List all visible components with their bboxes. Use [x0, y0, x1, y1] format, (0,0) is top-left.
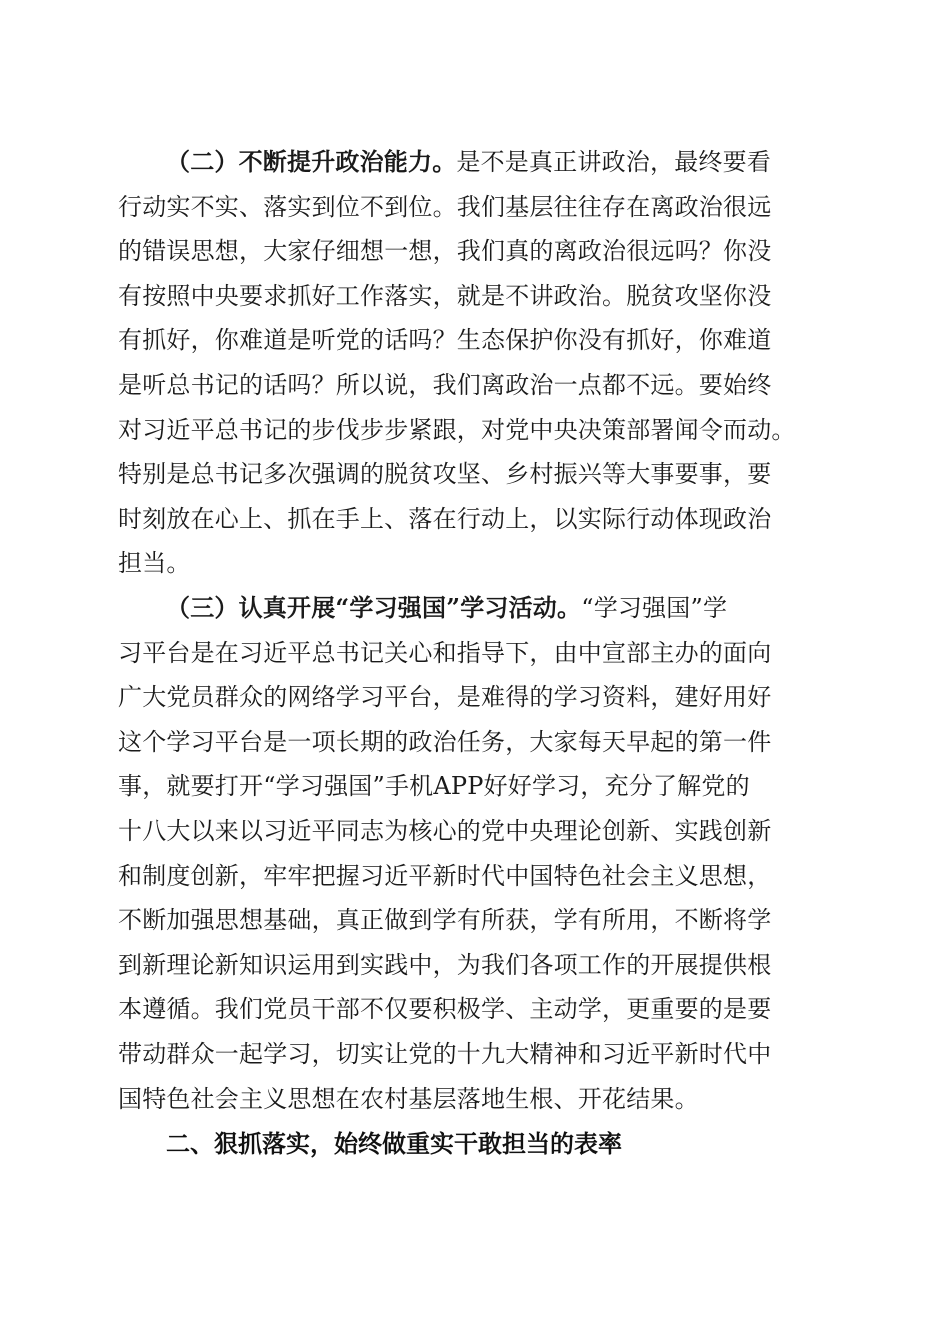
paragraph-text: 是不是真正讲政治，最终要看: [456, 148, 772, 176]
paragraph-line: 到新理论新知识运用到实践中，为我们各项工作的开展提供根: [118, 950, 772, 979]
paragraph-line: 有按照中央要求抓好工作落实，就是不讲政治。脱贫攻坚你没: [118, 281, 772, 310]
paragraph-line: 特别是总书记多次强调的脱贫攻坚、乡村振兴等大事要事，要: [118, 460, 772, 489]
paragraph-line: 带动群众一起学习，切实让党的十九大精神和习近平新时代中: [118, 1039, 772, 1068]
paragraph-line: 的错误思想，大家仔细想一想，我们真的离政治很远吗？你没: [118, 237, 772, 266]
section-three-heading: （三）认真开展“学习强国”学习活动。: [166, 593, 582, 622]
paragraph-line: 对习近平总书记的步伐步步紧跟，对党中央决策部署闻令而动。: [118, 415, 796, 444]
paragraph-line: 国特色社会主义思想在农村基层落地生根、开花结果。: [118, 1084, 699, 1113]
paragraph-text: “学习强国”学: [581, 594, 728, 622]
section-two-heading: （二）不断提升政治能力。: [166, 147, 457, 176]
paragraph-line: 十八大以来以习近平同志为核心的党中央理论创新、实践创新: [118, 816, 772, 845]
paragraph-line: 习平台是在习近平总书记关心和指导下，由中宣部主办的面向: [118, 638, 772, 667]
paragraph-line: 是听总书记的话吗？所以说，我们离政治一点都不远。要始终: [118, 370, 772, 399]
section-three-paragraph: [118, 586, 830, 1121]
paragraph-line: 和制度创新，牢牢把握习近平新时代中国特色社会主义思想，: [118, 861, 772, 890]
paragraph-line: 担当。: [118, 549, 191, 578]
part-two-heading: 二、狠抓落实，始终做重实干敢担当的表率: [166, 1130, 622, 1158]
paragraph-line: 不断加强思想基础，真正做到学有所获，学有所用，不断将学: [118, 906, 772, 935]
paragraph-line: 事，就要打开“学习强国”手机APP好好学习，充分了解党的: [118, 772, 750, 801]
section-two-paragraph: [118, 140, 830, 586]
paragraph-line: 时刻放在心上、抓在手上、落在行动上，以实际行动体现政治: [118, 504, 772, 533]
paragraph-first-line: [118, 586, 830, 631]
paragraph-line: 行动实不实、落实到位不到位。我们基层往往存在离政治很远: [118, 192, 772, 221]
paragraph-line: 本遵循。我们党员干部不仅要积极学、主动学，更重要的是要: [118, 995, 772, 1024]
paragraph-first-line: [118, 140, 830, 185]
paragraph-line: 广大党员群众的网络学习平台，是难得的学习资料，建好用好: [118, 683, 772, 712]
paragraph-line: 这个学习平台是一项长期的政治任务，大家每天早起的第一件: [118, 727, 772, 756]
paragraph-line: 有抓好，你难道是听党的话吗？生态保护你没有抓好，你难道: [118, 326, 772, 355]
